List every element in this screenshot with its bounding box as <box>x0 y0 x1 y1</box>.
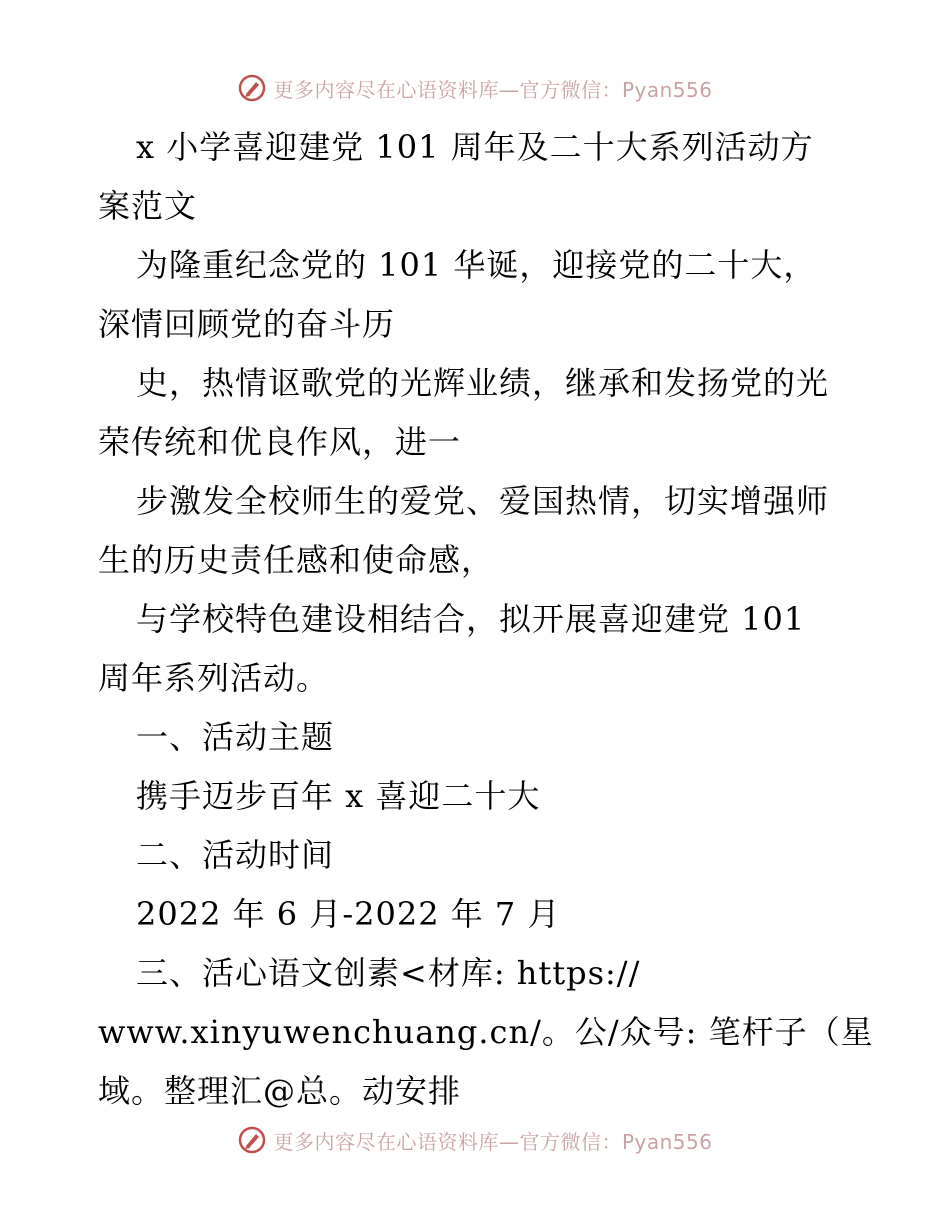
section-heading-theme: 一、活动主题 <box>136 718 335 756</box>
paragraph-line: 生的历史责任感和使命感， <box>98 541 495 579</box>
title-line-1: x 小学喜迎建党 101 周年及二十大系列活动方 <box>136 128 814 166</box>
pen-logo-icon <box>237 73 267 103</box>
watermark-text: 更多内容尽在心语资料库—官方微信：Pyan556 <box>273 77 713 102</box>
paragraph-line: www.xinyuwenchuang.cn/。公/众号: 笔杆子（星 <box>98 1013 874 1051</box>
time-text: 2022 年 6 月-2022 年 7 月 <box>136 895 561 933</box>
paragraph-line: 周年系列活动。 <box>98 659 330 697</box>
section-heading-time: 二、活动时间 <box>136 836 335 874</box>
theme-text: 携手迈步百年 x 喜迎二十大 <box>136 777 541 815</box>
pen-logo-icon <box>237 1125 267 1155</box>
paragraph-line: 深情回顾党的奋斗历 <box>98 305 396 343</box>
paragraph-line: 与学校特色建设相结合，拟开展喜迎建党 101 <box>136 600 806 638</box>
paragraph-line: 荣传统和优良作风，进一 <box>98 423 462 461</box>
paragraph-line: 为隆重纪念党的 101 华诞，迎接党的二十大， <box>136 246 817 284</box>
section-heading-arrangement: 三、活心语文创素<材库: https:// <box>136 954 641 992</box>
paragraph-line: 域。整理汇@总。动安排 <box>98 1072 462 1110</box>
paragraph-line: 史，热情讴歌党的光辉业绩，继承和发扬党的光 <box>136 364 830 402</box>
watermark-footer <box>0 1120 950 1160</box>
watermark-header <box>0 68 950 108</box>
watermark-text: 更多内容尽在心语资料库—官方微信：Pyan556 <box>273 1129 713 1154</box>
paragraph-line: 步激发全校师生的爱党、爱国热情，切实增强师 <box>136 482 830 520</box>
title-line-2: 案范文 <box>98 187 198 225</box>
document-body <box>98 118 874 1121</box>
